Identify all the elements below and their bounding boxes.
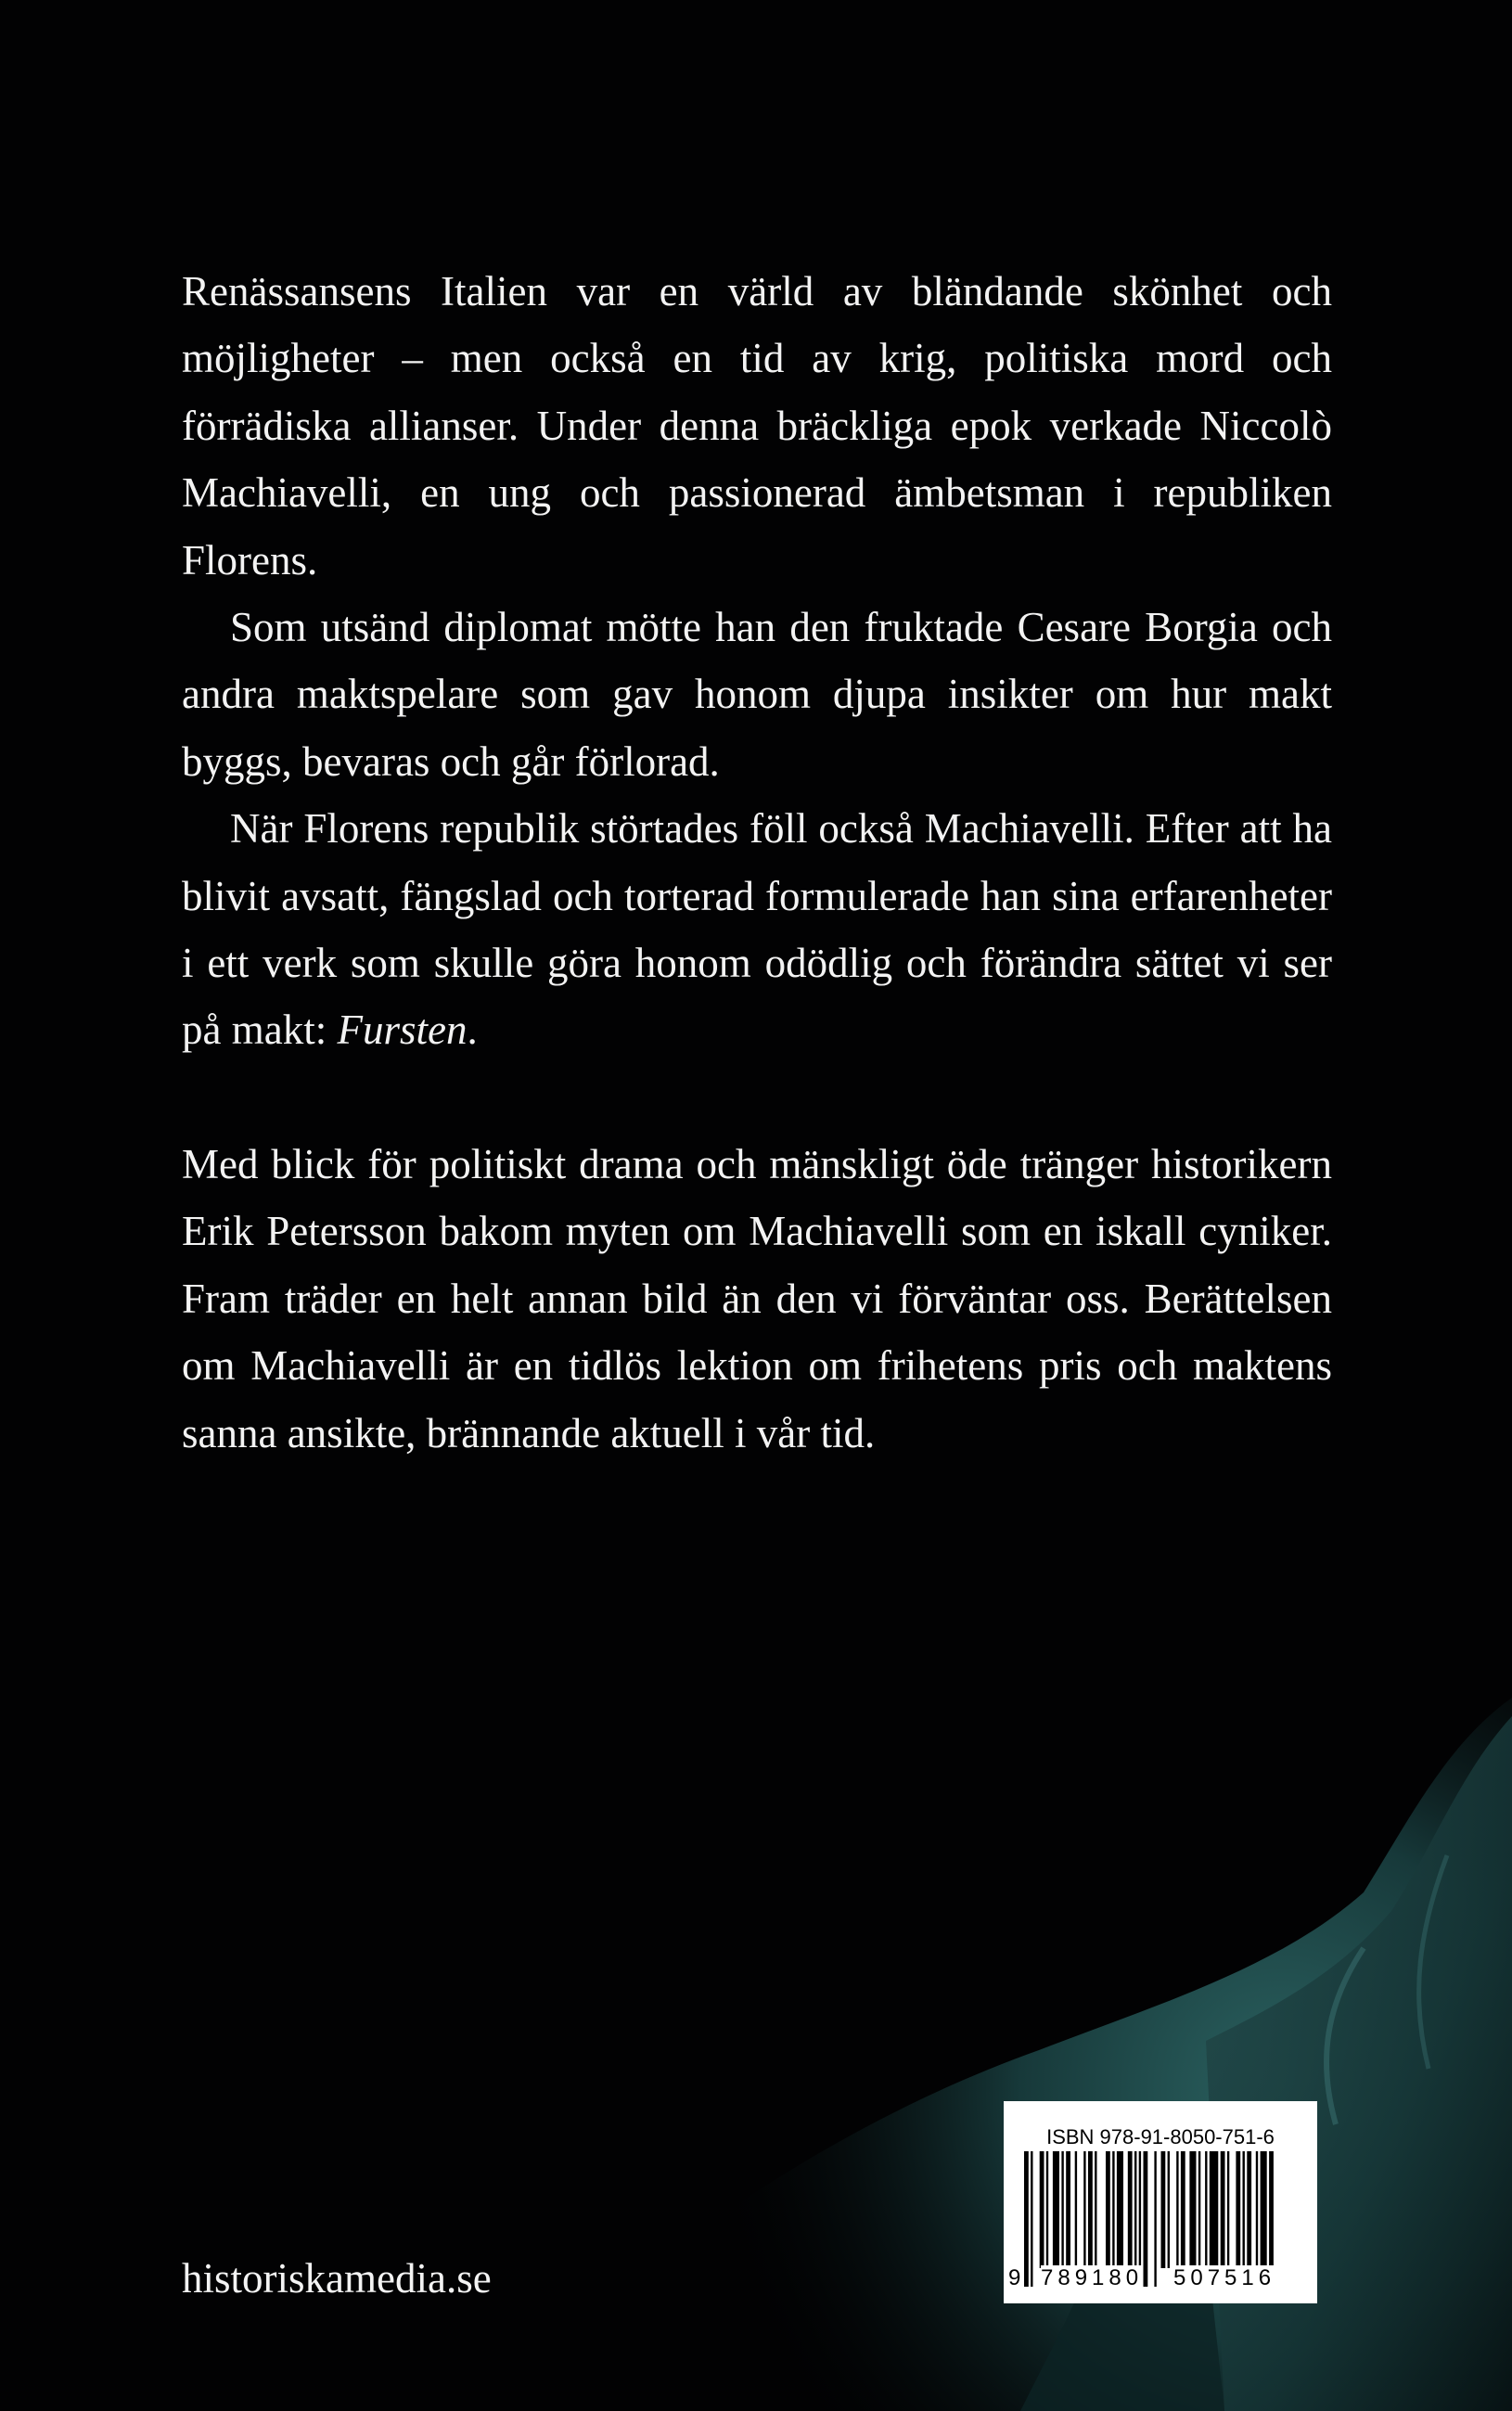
back-cover-blurb xyxy=(182,258,1332,1467)
barcode-right-digits: 507516 xyxy=(1173,2265,1276,2290)
book-title-fursten: Fursten xyxy=(337,1007,468,1054)
isbn-barcode-box xyxy=(1004,2101,1317,2303)
barcode-bar xyxy=(1088,2151,1093,2268)
barcode-bar xyxy=(1106,2151,1110,2268)
barcode-bar xyxy=(1046,2151,1048,2268)
barcode-bar xyxy=(1205,2151,1207,2268)
barcode-bar xyxy=(1181,2151,1185,2268)
barcode-bar xyxy=(1189,2151,1196,2268)
barcode-bar xyxy=(1256,2151,1258,2268)
barcode-bar xyxy=(1161,2151,1166,2268)
barcode-bar xyxy=(1075,2151,1077,2268)
barcode-bar xyxy=(1198,2151,1200,2268)
barcode-bar xyxy=(1031,2151,1032,2287)
blurb-paragraph-3-text: När Florens republik störtades föll också Machiavelli. Efter att ha blivit avsatt, fängslad och torterad formulerade han sina erfarenheter i ett verk som skulle göra honom odödlig och förändra sättet vi ser på makt: xyxy=(182,805,1332,1054)
barcode-bar xyxy=(1243,2151,1245,2268)
barcode-bar xyxy=(1221,2151,1225,2268)
barcode-bar xyxy=(1095,2151,1096,2268)
barcode-bar xyxy=(1134,2151,1136,2268)
barcode-bar xyxy=(1144,2151,1148,2287)
barcode-bar xyxy=(1210,2151,1219,2268)
isbn-label: ISBN 978-91-8050-751-6 xyxy=(1046,2125,1275,2148)
blurb-paragraph-2: Som utsänd diplomat mötte han den fruktade Cesare Borgia och andra maktspelare som gav honom djupa insikter om hur makt byggs, bevaras och går förlorad. xyxy=(182,604,1332,785)
barcode-bar xyxy=(1053,2151,1059,2268)
barcode-bar xyxy=(1066,2151,1070,2268)
barcode-bar xyxy=(1117,2151,1123,2268)
barcode-bar xyxy=(1236,2151,1240,2268)
barcode-bar xyxy=(1168,2151,1170,2268)
barcode-bar xyxy=(1024,2151,1029,2287)
barcode-bar xyxy=(1139,2151,1141,2268)
barcode-bar xyxy=(1040,2151,1044,2268)
barcode-bar xyxy=(1112,2151,1114,2268)
blurb-paragraph-3 xyxy=(182,795,1332,1064)
barcode-bar xyxy=(1154,2151,1156,2287)
barcode-bar xyxy=(1128,2151,1133,2268)
blurb-paragraph-1: Renässansens Italien var en värld av bländande skönhet och möjligheter – men också en tid av krig, politiska mord och förrädiska allianser. Under denna bräckliga epok verkade Niccolò Machiavelli, en ung och passionerad ämbetsman i republiken Florens. xyxy=(182,268,1332,584)
barcode-first-digit: 9 xyxy=(1008,2265,1021,2290)
paragraph-spacer xyxy=(182,1064,1332,1131)
barcode-bar xyxy=(1176,2151,1178,2268)
barcode-bar xyxy=(1247,2151,1251,2268)
publisher-website: historiskamedia.se xyxy=(182,2255,492,2302)
barcode-bar xyxy=(1227,2151,1229,2268)
barcode-bar xyxy=(1061,2151,1063,2268)
blurb-paragraph-3-end: . xyxy=(467,1007,478,1054)
barcode-left-digits: 789180 xyxy=(1041,2265,1144,2290)
blurb-paragraph-4: Med blick för politiskt drama och mänskligt öde tränger historikern Erik Petersson bakom myten om Machiavelli som en iskall cyniker. Fram träder en helt annan bild än den vi förväntar oss. Berättelsen om Machiavelli är en tidlös lektion om frihetens pris och maktens sanna ansikte, brännande aktuell i vår tid. xyxy=(182,1140,1332,1456)
barcode-bar xyxy=(1083,2151,1085,2268)
